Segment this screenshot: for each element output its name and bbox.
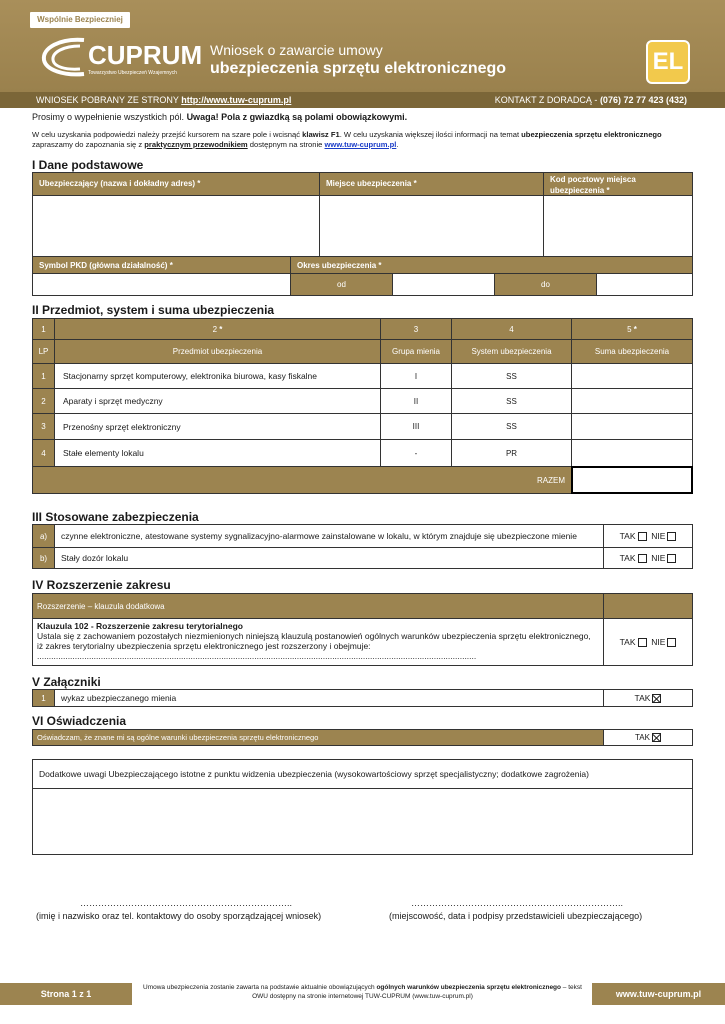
col-label: Okres ubezpieczenia xyxy=(297,261,377,270)
row3-item: Przenośny sprzęt elektroniczny xyxy=(54,413,381,440)
col-num-5 xyxy=(571,318,693,340)
okres-do-input[interactable] xyxy=(596,273,693,296)
col-lp: LP xyxy=(32,339,55,364)
footer-site-link[interactable]: www.tuw-cuprum.pl xyxy=(592,983,725,1005)
logo-text: CUPRUM xyxy=(88,40,203,70)
col-num-2 xyxy=(54,318,381,340)
intro-text: zapraszamy do zapoznania się z xyxy=(32,140,145,149)
intro-text: . W celu uzyskania większej ilości informacji na temat xyxy=(339,130,522,139)
razem-label: RAZEM xyxy=(32,466,572,494)
row-b-options xyxy=(603,547,693,569)
intro-topic: ubezpieczenia sprzętu elektronicznego xyxy=(521,130,662,139)
section5-title: V Załączniki xyxy=(32,675,101,689)
extension-header-blank xyxy=(603,593,693,619)
row1-system: SS xyxy=(451,363,572,389)
row-a-id: a) xyxy=(32,524,55,548)
row2-item: Aparaty i sprzęt medyczny xyxy=(54,388,381,414)
col-label: Ubezpieczający (nazwa i dokładny adres) xyxy=(39,179,196,188)
intro-text: Prosimy o wypełnienie wszystkich pól. xyxy=(32,112,187,122)
contact-phone: (076) 72 77 423 (432) xyxy=(599,95,687,105)
footer-text: – tekst OWU dostępny na stronie internetowej TUW-CUPRUM (www.tuw-cuprum.pl) xyxy=(252,984,582,1000)
statement-text: Oświadczam, że znane mi są ogólne warunki ubezpieczenia sprzętu elektronicznego xyxy=(32,729,604,746)
nie-label: NIE xyxy=(651,637,666,647)
tak-label: TAK xyxy=(619,553,636,563)
ubezpieczajacy-input[interactable] xyxy=(32,195,320,257)
row-a-text: czynne elektroniczne, atestowane systemy sygnalizacyjno-alarmowe zainstalowane w lokalu, w którym znajduje się ubezpieczone mienie xyxy=(54,524,604,548)
row3-system: SS xyxy=(451,413,572,440)
col-suma: Suma ubezpieczenia xyxy=(571,339,693,364)
header-miejsce xyxy=(319,172,544,196)
header-kod xyxy=(543,172,693,196)
section3-title: III Stosowane zabezpieczenia xyxy=(32,510,199,524)
form-title-line2: ubezpieczenia sprzętu elektronicznego xyxy=(210,60,507,77)
row1-grupa: I xyxy=(380,363,452,389)
section4-title: IV Rozszerzenie zakresu xyxy=(32,578,171,592)
website-link[interactable]: http://www.tuw-cuprum.pl xyxy=(181,95,292,105)
clause-text: Ustala się z zachowaniem pozostałych niezmienionych niniejszą klauzulą postanowień ogólnych warunków ubezpieczenia sprzętu elektronicznego, iż zakres terytorialny ubezpieczenia sprzętu elektronicznego jest rozszerzony i obejmuje: xyxy=(37,631,591,651)
required-star: * xyxy=(219,324,223,334)
row4-suma-input[interactable] xyxy=(571,439,693,467)
od-label: od xyxy=(290,273,393,296)
col-przedmiot: Przedmiot ubezpieczenia xyxy=(54,339,381,364)
col-label: Kod pocztowy miejsca ubezpieczenia xyxy=(550,175,636,195)
miejsce-input[interactable] xyxy=(319,195,544,257)
required-star: * xyxy=(169,261,173,270)
row-a-nie-checkbox[interactable] xyxy=(667,532,676,541)
required-star: * xyxy=(633,324,637,334)
row4-lp: 4 xyxy=(32,439,55,467)
signature-left-dots: …………………………………………………………….. xyxy=(80,898,293,908)
required-star: * xyxy=(413,179,417,188)
attachment-text: wykaz ubezpieczanego mienia xyxy=(54,689,604,707)
intro-text: dostępnym na stronie xyxy=(247,140,325,149)
do-label: do xyxy=(494,273,597,296)
extension-header: Rozszerzenie – klauzula dodatkowa xyxy=(32,593,604,619)
info-bar xyxy=(0,92,725,108)
col-grupa: Grupa mienia xyxy=(380,339,452,364)
logo-subtitle: Towarzystwo Ubezpieczeń Wzajemnych xyxy=(88,70,177,76)
section1-title: I Dane podstawowe xyxy=(32,158,144,172)
header-ubezpieczajacy xyxy=(32,172,320,196)
row1-lp: 1 xyxy=(32,363,55,389)
tak-label: TAK xyxy=(634,693,651,703)
clause-options xyxy=(603,618,693,666)
tak-label: TAK xyxy=(635,733,650,742)
col-num-1: 1 xyxy=(32,318,55,340)
row1-item: Stacjonarny sprzęt komputerowy, elektronika biurowa, kasy fiskalne xyxy=(54,363,381,389)
page-number: Strona 1 z 1 xyxy=(0,983,132,1005)
row4-system: PR xyxy=(451,439,572,467)
signature-right-dots: …………………………………………………………….. xyxy=(411,898,624,908)
statement-options xyxy=(603,729,693,746)
row-a-options xyxy=(603,524,693,548)
contact-label: KONTAKT Z DORADCĄ - xyxy=(494,95,600,105)
intro-text: W celu uzyskania podpowiedzi należy przejść kursorem na szare pole i wcisnąć xyxy=(32,130,303,139)
okres-od-input[interactable] xyxy=(392,273,495,296)
remarks-label: Dodatkowe uwagi Ubezpieczającego istotne z punktu widzenia ubezpieczenia (wysokowartościowy sprzęt specjalistyczny; dodatkowe zagrożenia) xyxy=(32,759,693,789)
guide-link[interactable]: praktycznym przewodnikiem xyxy=(144,140,248,149)
clause-nie-checkbox[interactable] xyxy=(667,638,676,647)
required-star: * xyxy=(378,261,382,270)
tak-label: TAK xyxy=(619,637,636,647)
col-system: System ubezpieczenia xyxy=(451,339,572,364)
clause-dots[interactable]: .......................................................................................................................................................................................... xyxy=(37,651,477,661)
col-num-text: 5 xyxy=(627,324,632,334)
row-b-tak-checkbox[interactable] xyxy=(638,554,647,563)
required-star: * xyxy=(197,179,201,188)
form-title-line1: Wniosek o zawarcie umowy xyxy=(210,42,383,58)
row4-grupa: - xyxy=(380,439,452,467)
attachment-options xyxy=(603,689,693,707)
slogan-tag: Wspólnie Bezpieczniej xyxy=(30,12,130,28)
footer-text: Umowa ubezpieczenia zostanie zawarta na podstawie aktualnie obowiązujących xyxy=(143,984,377,991)
section2-title: II Przedmiot, system i suma ubezpieczenia xyxy=(32,303,275,317)
tak-label: TAK xyxy=(619,531,636,541)
remarks-input[interactable] xyxy=(32,788,693,855)
attachment-tak-checkbox[interactable] xyxy=(652,694,661,703)
row4-item: Stałe elementy lokalu xyxy=(54,439,381,467)
section6-title: VI Oświadczenia xyxy=(32,714,127,728)
nie-label: NIE xyxy=(651,531,666,541)
nie-label: NIE xyxy=(651,553,666,563)
download-label: WNIOSEK POBRANY ZE STRONY xyxy=(36,95,182,105)
footer-owu: ogólnych warunków ubezpieczenia sprzętu elektronicznego xyxy=(376,984,561,991)
row3-lp: 3 xyxy=(32,413,55,440)
col-label: Symbol PKD (główna działalność) xyxy=(39,261,168,270)
clause-title: Klauzula 102 - Rozszerzenie zakresu terytorialnego xyxy=(37,621,243,631)
clause-102 xyxy=(32,618,604,666)
col-num-text: 2 xyxy=(212,324,218,334)
header-okres xyxy=(290,256,693,274)
statement-tak-checkbox[interactable] xyxy=(652,733,661,742)
col-num-3: 3 xyxy=(380,318,452,340)
row3-grupa: III xyxy=(380,413,452,440)
row-b-id: b) xyxy=(32,547,55,569)
attachment-lp: 1 xyxy=(32,689,55,707)
intro-warning: Uwaga! Pola z gwiazdką są polami obowiązkowymi. xyxy=(186,112,408,122)
col-num-4: 4 xyxy=(451,318,572,340)
el-badge: EL xyxy=(646,40,690,84)
razem-input[interactable] xyxy=(571,466,693,494)
pkd-input[interactable] xyxy=(32,273,291,296)
intro-key: klawisz F1 xyxy=(302,130,340,139)
intro-line2 xyxy=(32,130,694,150)
row2-system: SS xyxy=(451,388,572,414)
footer-note xyxy=(140,983,585,1001)
col-label: Miejsce ubezpieczenia xyxy=(326,179,412,188)
signature-left-label: (imię i nazwisko oraz tel. kontaktowy do osoby sporządzającej wniosek) xyxy=(36,911,322,921)
row1-suma-input[interactable] xyxy=(571,363,693,389)
row-a-tak-checkbox[interactable] xyxy=(638,532,647,541)
row-b-text: Stały dozór lokalu xyxy=(54,547,604,569)
row2-lp: 2 xyxy=(32,388,55,414)
header-pkd xyxy=(32,256,291,274)
required-star: * xyxy=(606,186,610,195)
row-b-nie-checkbox[interactable] xyxy=(667,554,676,563)
row2-suma-input[interactable] xyxy=(571,388,693,414)
clause-tak-checkbox[interactable] xyxy=(638,638,647,647)
kod-input[interactable] xyxy=(543,195,693,257)
intro-text: . xyxy=(396,140,399,149)
row3-suma-input[interactable] xyxy=(571,413,693,440)
signature-right-label: (miejscowość, data i podpisy przedstawicieli ubezpieczającego) xyxy=(389,911,643,921)
intro-line1 xyxy=(32,112,407,122)
row2-grupa: II xyxy=(380,388,452,414)
website-link-2[interactable]: www.tuw-cuprum.pl xyxy=(324,140,397,149)
